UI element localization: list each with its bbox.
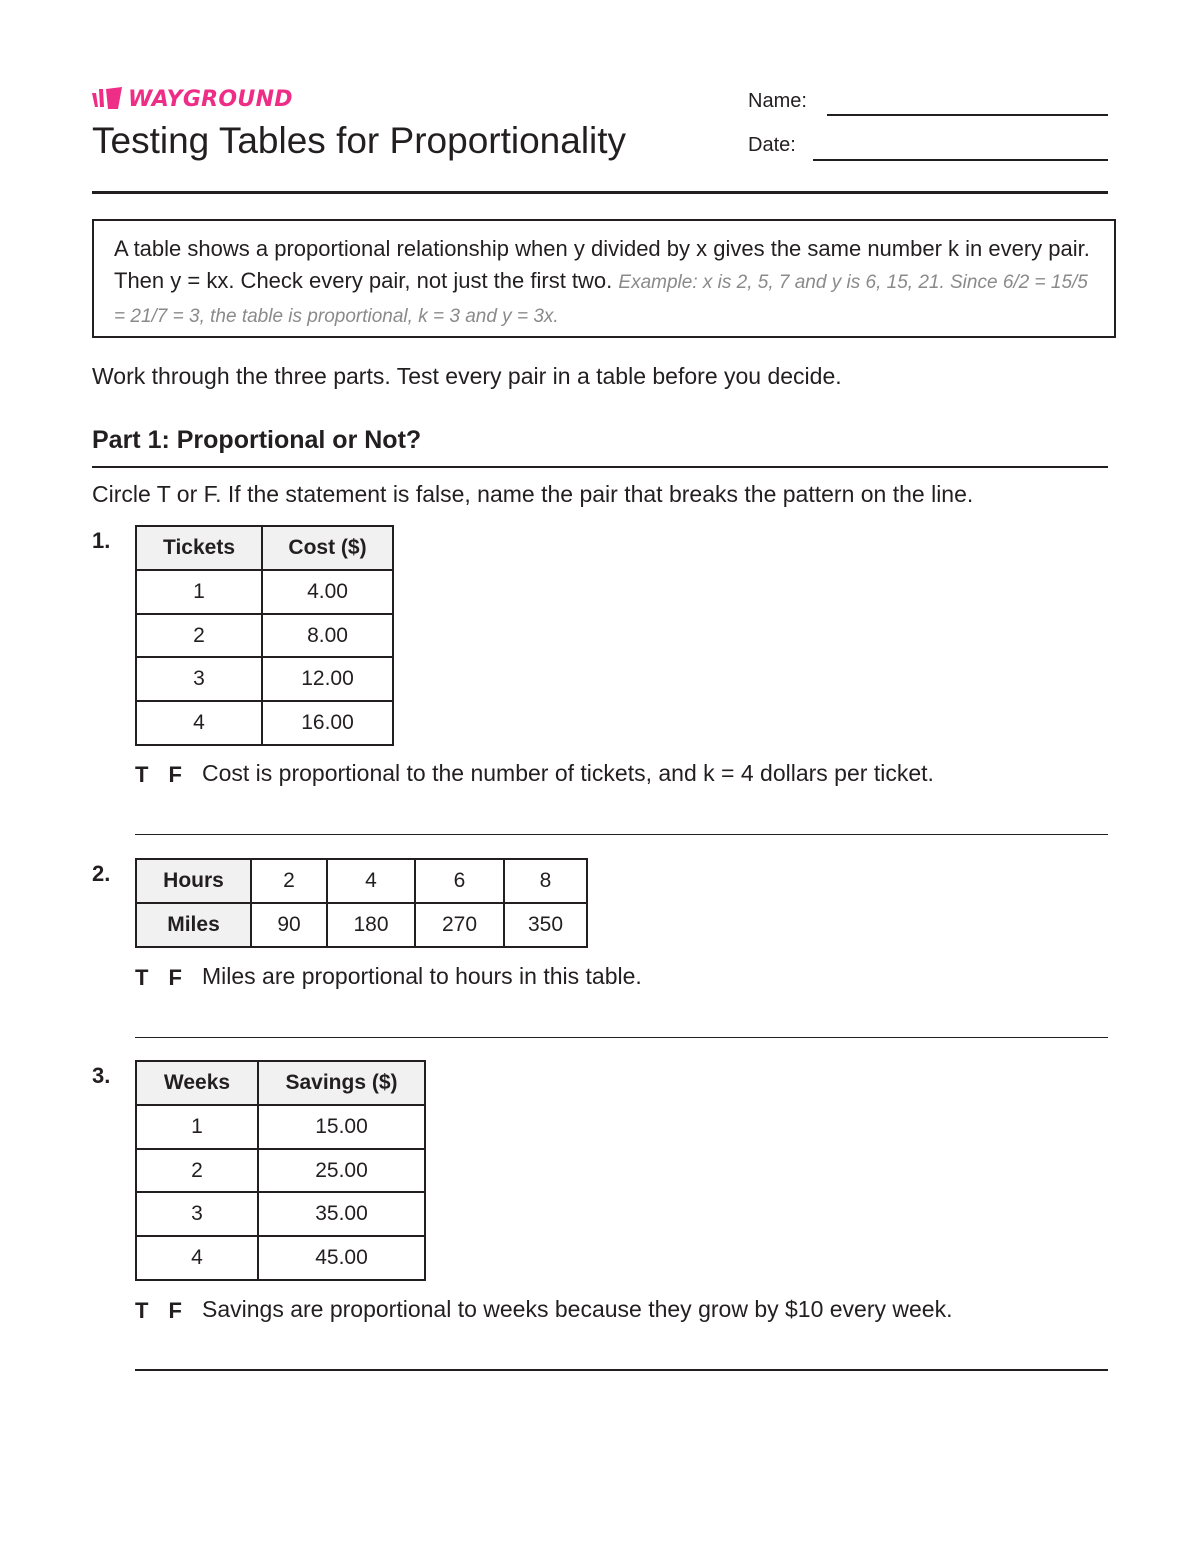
question-number: 2. [92, 861, 111, 886]
true-false-choice[interactable]: T F [135, 965, 189, 990]
section-instructions: Circle T or F. If the statement is false, name the pair that breaks the pattern on the line. [92, 481, 974, 507]
table-cell: 270 [415, 903, 504, 947]
table-cell: 2 [136, 614, 262, 657]
table-header: Miles [136, 903, 251, 947]
name-label: Name: [748, 90, 807, 112]
true-false-choice[interactable]: T F [135, 1298, 189, 1323]
question-number: 1. [92, 528, 111, 553]
hours-miles-table [135, 858, 588, 948]
table-cell: 4 [136, 1236, 258, 1280]
table-cell: 8.00 [262, 614, 393, 657]
table-header: Hours [136, 859, 251, 903]
table-cell: 2 [251, 859, 327, 903]
question-number: 3. [92, 1063, 111, 1088]
header-divider [92, 191, 1108, 194]
table-cell: 2 [136, 1149, 258, 1192]
table-cell: 16.00 [262, 701, 393, 745]
table-cell: 4 [327, 859, 415, 903]
tickets-cost-table [135, 525, 394, 746]
table-cell: 1 [136, 570, 262, 614]
table-header: Cost ($) [262, 526, 393, 570]
question-statement: Savings are proportional to weeks because they grow by $10 every week. [202, 1296, 953, 1322]
table-cell: 4.00 [262, 570, 393, 614]
section-divider [92, 466, 1108, 468]
answer-line[interactable] [135, 834, 1108, 835]
brand-logo [92, 86, 293, 112]
table-cell: 35.00 [258, 1192, 425, 1236]
table-cell: 45.00 [258, 1236, 425, 1280]
table-row [136, 1105, 425, 1149]
answer-line[interactable] [135, 1369, 1108, 1371]
table-row [136, 859, 587, 903]
table-cell: 12.00 [262, 657, 393, 701]
table-cell: 180 [327, 903, 415, 947]
section-title: Part 1: Proportional or Not? [92, 426, 422, 454]
table-row [136, 1192, 425, 1236]
weeks-savings-table [135, 1060, 426, 1281]
table-header: Savings ($) [258, 1061, 425, 1105]
table-row [136, 1236, 425, 1280]
table-cell: 8 [504, 859, 587, 903]
table-row [136, 701, 393, 745]
table-row [136, 570, 393, 614]
brand-name: WAYGROUND [128, 86, 293, 112]
table-cell: 350 [504, 903, 587, 947]
question-statement: Miles are proportional to hours in this table. [202, 963, 642, 989]
definition-text [114, 233, 1094, 333]
date-field[interactable] [813, 159, 1108, 161]
definition-box [92, 219, 1116, 338]
question-statement: Cost is proportional to the number of tickets, and k = 4 dollars per ticket. [202, 760, 934, 786]
definition-main: A table shows a proportional relationship when y divided by x gives the same number k in every pair. Then y = kx. Check every pair, not just the first two. [114, 236, 1090, 293]
table-header: Tickets [136, 526, 262, 570]
date-label: Date: [748, 134, 796, 156]
worksheet-title: Testing Tables for Proportionality [92, 120, 627, 161]
table-row [136, 903, 587, 947]
table-cell: 6 [415, 859, 504, 903]
table-row [136, 657, 393, 701]
wayground-logo-icon [92, 87, 122, 111]
table-cell: 3 [136, 657, 262, 701]
table-row [136, 1149, 425, 1192]
table-header: Weeks [136, 1061, 258, 1105]
table-cell: 4 [136, 701, 262, 745]
name-field[interactable] [827, 114, 1108, 116]
true-false-choice[interactable]: T F [135, 762, 189, 787]
table-cell: 90 [251, 903, 327, 947]
table-cell: 3 [136, 1192, 258, 1236]
table-cell: 15.00 [258, 1105, 425, 1149]
table-cell: 1 [136, 1105, 258, 1149]
table-row [136, 614, 393, 657]
table-cell: 25.00 [258, 1149, 425, 1192]
definition-example: Example: x is 2, 5, 7 and y is 6, 15, 21. Since 6/2 = 15/5 = 21/7 = 3, the table is proportional, k = 3 and y = 3x. [114, 272, 1088, 327]
answer-line[interactable] [135, 1037, 1108, 1038]
intro-text: Work through the three parts. Test every pair in a table before you decide. [92, 363, 842, 389]
